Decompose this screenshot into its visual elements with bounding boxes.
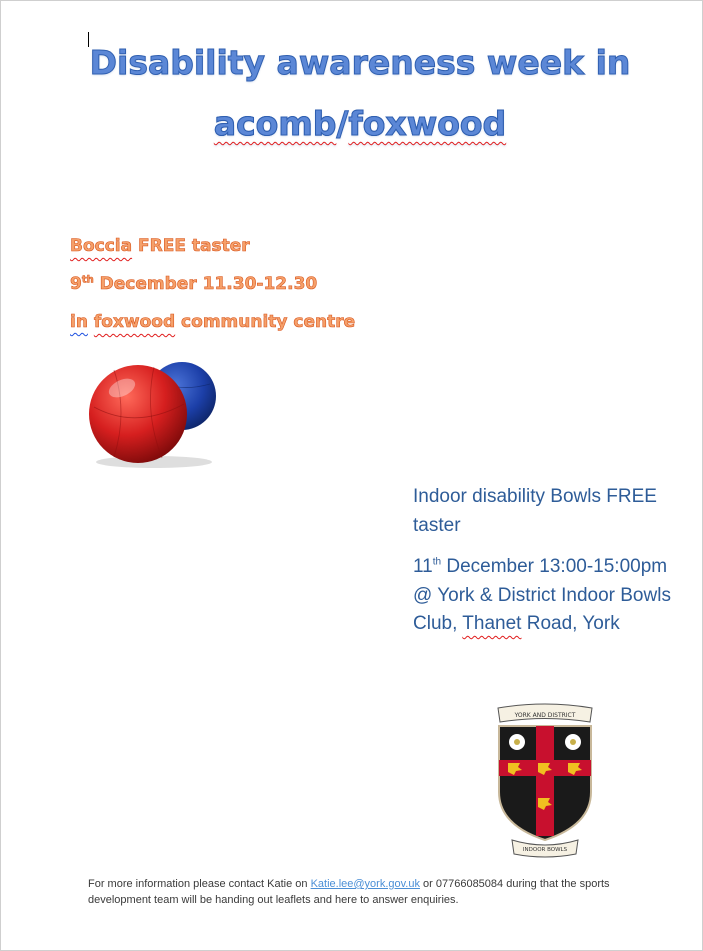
boccia-date-rest: December 11.30-12.30 (93, 274, 318, 294)
bowls-road-thanet: Thanet (462, 613, 522, 634)
title-line-1 (60, 33, 660, 93)
footer-text-post: or 07766085084 during that the sports development team will be handing out leaflets and here to answer enquiries. (88, 878, 610, 906)
red-ball (89, 365, 187, 463)
bowls-date-sup: th (432, 556, 442, 568)
boccia-venue-rest: community centre (175, 312, 356, 332)
boccia-balls-image (84, 352, 224, 472)
boccia-venue-foxwood: foxwood (93, 312, 176, 332)
boccia-heading (70, 234, 250, 258)
footer-contact (88, 876, 648, 908)
title-word-acomb: acomb (213, 104, 337, 143)
boccia-venue (70, 310, 355, 334)
boccia-word: Boccia (70, 236, 133, 256)
bowls-heading: Indoor disability Bowls FREE taster (413, 486, 657, 536)
boccia-free-taster: FREE taster (132, 236, 250, 256)
bowls-details (413, 553, 673, 639)
bowls-date-num: 11 (413, 556, 433, 577)
email-link[interactable]: Katie.lee@york.gov.uk (310, 878, 420, 890)
footer-text-pre: For more information please contact Katie on (88, 878, 311, 890)
title-word-foxwood: foxwood (348, 104, 507, 143)
boccia-in-word: in (70, 312, 88, 332)
bowls-road-rest: Road, York (521, 613, 620, 634)
boccia-date-num: 9 (70, 274, 82, 294)
title-line-2 (60, 94, 660, 154)
crest-bottom-banner: INDOOR BOWLS (522, 847, 568, 853)
boccia-date-sup: th (81, 274, 94, 286)
bowls-date-rest: December 13:00-15:00pm @ York & District Indoor Bowls Club, (413, 556, 671, 634)
boccia-date (70, 272, 317, 296)
crest-top-banner: YORK AND DISTRICT (514, 712, 576, 719)
title-text-1: Disability awareness week in (89, 43, 631, 82)
club-crest-logo (490, 700, 600, 858)
title-slash: / (336, 104, 349, 143)
